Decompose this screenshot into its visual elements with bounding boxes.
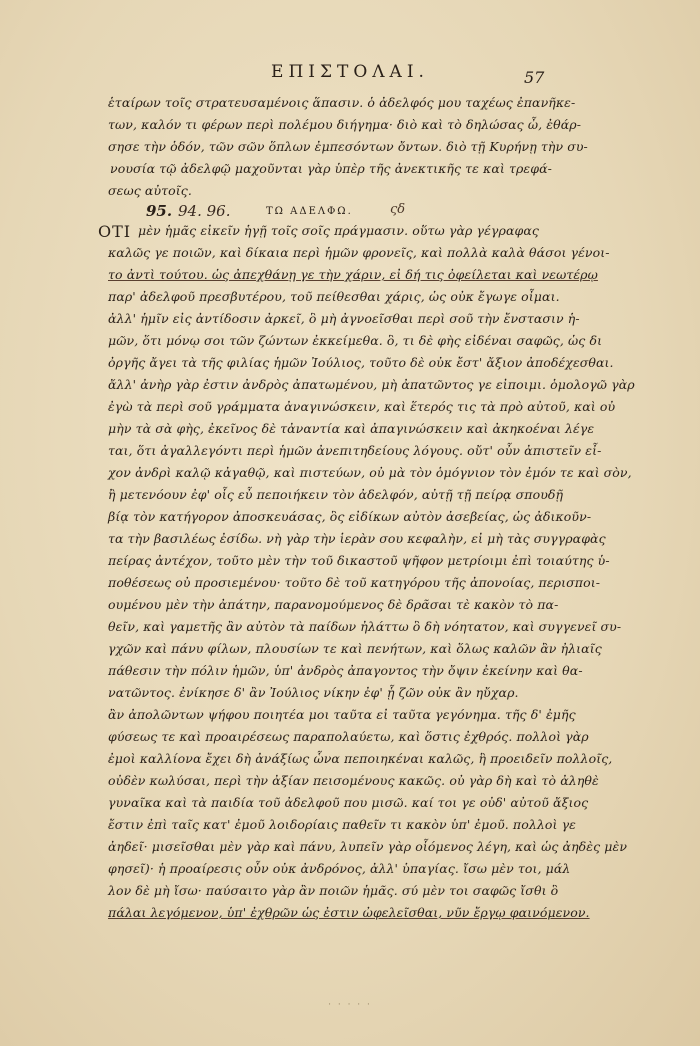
text-line: οὐδὲν κωλύσαι, περὶ τὴν ἀξίαν πεισομένους κακῶς. οὐ γὰρ δὴ καὶ τὸ ἀληθὲ [108, 773, 599, 788]
text-line: ποθέσεως οὐ προσιεμένου· τοῦτο δὲ τοῦ κατηγόρου τῆς ἀπονοίας, περισποι- [108, 575, 601, 590]
text-line: πάλαι λεγόμενον, ὑπ' ἐχθρῶν ὡς ἐστιν ὠφελεῖσθαι, νῦν ἔργῳ φαινόμενον. [108, 905, 590, 920]
text-line: ὀργῆς ἄγει τὰ τῆς φιλίας ἡμῶν Ἰούλιος, τοῦτο δὲ οὐκ ἔστ' ἄξιον ἀποδέχεσθαι. [108, 355, 614, 370]
previous-letter-ending [108, 92, 588, 202]
text-line: ἄλλ' ἀνὴρ γὰρ ἐστιν ἀνδρὸς ἀπατωμένου, μὴ ἀπατῶντος γε εἰποιμι. ὁμολογῶ γὰρ [108, 377, 635, 392]
text-line: παρ' ἀδελφοῦ πρεσβυτέρου, τοῦ πείθεσθαι χάρις, ὡς οὐκ ἔγωγε οἶμαι. [108, 289, 560, 304]
text-line: τα τὴν βασιλέως ἐσίδω. νὴ γὰρ τὴν ἱερὰν σου κεφαλὴν, εἰ μὴ τὰς συγγραφὰς [108, 531, 606, 546]
letter-title: ΤΩ ΑΔΕΛΦΩ. [266, 206, 353, 217]
text-line: θεῖν, καὶ γαμετῆς ἂν αὐτὸν τὰ παίδων ἠλάττω ὃ δὴ νόητατον, καὶ συγγενεῖ συ- [108, 619, 622, 634]
text-line: ἔστιν ἐπὶ ταῖς κατ' ἐμοῦ λοιδορίαις παθεῖν τι κακὸν ὑπ' ἐμοῦ. πολλοὶ γε [108, 817, 576, 832]
text-line: πάθεσιν τὴν πόλιν ἡμῶν, ὑπ' ἀνδρὸς ἀπαγοντος τὴν ὄψιν ἐκείνην καὶ θα- [108, 663, 583, 678]
text-line: σησε τὴν ὁδόν, τῶν σῶν ὅπλων ἐμπεσόντων ὄντων. διὸ τῇ Κυρήνῃ τὴν συ- [108, 139, 588, 154]
text-line: χον ἀνδρὶ καλῷ κἀγαθῷ, καὶ πιστεύων, οὐ μὰ τὸν ὁμόγνιον τὸν ἐμόν τε καὶ σὸν, [108, 465, 632, 480]
text-line: ται, ὅτι ἀγαλλεγόντι περὶ ἡμῶν ἀνεπιτηδείους λόγους. οὔτ' οὖν ἀπιστεῖν εἶ- [108, 443, 602, 458]
text-line: πείρας ἀντέχον, τοῦτο μὲν τὴν τοῦ δικαστοῦ ψῆφον μετρίοιμι ἐπὶ τοιαύτης ὑ- [108, 553, 610, 568]
letter-body-first [138, 220, 550, 242]
text-line: ἀηδεῖ· μισεῖσθαι μὲν γὰρ καὶ πάνυ, λυπεῖν γὰρ οἷόμενος λέγη, καὶ ὡς ἀηδὲς μὲν [108, 839, 628, 854]
text-line: ἑταίρων τοῖς στρατευσαμένοις ἅπασιν. ὁ ἀδελφός μου ταχέως ἐπανῆκε- [108, 95, 576, 110]
letter-body [108, 242, 635, 924]
text-line: το ἀντὶ τούτου. ὡς ἀπεχθάνῃ γε τὴν χάριν, εἰ δή τις ὀφείλεται καὶ νεωτέρῳ [108, 267, 598, 282]
letter-number: 95. [146, 202, 173, 220]
initial-word: ΟΤΙ [98, 222, 132, 241]
text-line: καλῶς γε ποιῶν, καὶ δίκαια περὶ ἡμῶν φρονεῖς, καὶ πολλὰ καλὰ θάσοι γένοι- [108, 245, 610, 260]
text-line: ἢ μετενόουν ἐφ' οἷς εὖ πεποιήκειν τὸν ἀδελφόν, αὐτῇ τῇ πείρᾳ σπουδῇ [108, 487, 564, 502]
letter-number-annotation: 94. 96. [178, 202, 231, 220]
text-line: σεως αὐτοῖς. [108, 183, 192, 198]
text-line: φησεῖ)· ἡ προαίρεσις οὖν οὐκ ἀνδρόνος, ἀλλ' ὑπαγίας. ἴσω μὲν τοι, μάλ [108, 861, 571, 876]
text-line: γχῶν καὶ πάνυ φίλων, πλουσίων τε καὶ πενήτων, καὶ ὅλως καλῶν ἂν ἠλιαῖς [108, 641, 602, 656]
manuscript-mark: ςδ [390, 202, 406, 217]
text-line: μὴν τὰ σὰ φὴς, ἐκεῖνος δὲ τἀναντία καὶ ἀπαγινώσκειν καὶ ἀκηκοέναι λέγε [108, 421, 595, 436]
text-line: ἂν ἀπολῶντων ψήφου ποιητέα μοι ταῦτα εἰ ταῦτα γεγόνημα. τῆς δ' ἐμῆς [108, 707, 576, 722]
text-line: των, καλόν τι φέρων περὶ πολέμου διήγημα· διὸ καὶ τὸ δηλώσας ὦ, ἐθάρ- [108, 117, 582, 132]
text-line: φύσεως τε καὶ προαιρέσεως παραπολαύετω, καὶ ὅστις ἐχθρός. πολλοὶ γὰρ [108, 729, 589, 744]
running-title: ΕΠΙΣΤΟΛΑΙ. [271, 62, 429, 82]
text-line: νατῶντος. ἐνίκησε δ' ἂν Ἰούλιος νίκην ἐφ' ᾗ ζῶν οὐκ ἂν ηὔχαρ. [108, 685, 519, 700]
text-line: λον δὲ μὴ ἴσω· παύσαιτο γὰρ ἂν ποιῶν ἡμᾶς. σύ μὲν τοι σαφῶς ἴσθι ὃ [108, 883, 559, 898]
text-line: μῶν, ὅτι μόνῳ σοι τῶν ζώντων ἐκκείμεθα. ὃ, τι δὲ φὴς εἰδέναι σαφῶς, ὡς δι [108, 333, 603, 348]
signature-mark: · · · · · [328, 1000, 372, 1010]
text-line: ἐμοὶ καλλίονα ἔχει δὴ ἀνάξίως ὧνα πεποιηκέναι καλῶς, ἣ προειδεῖν πολλοῖς, [108, 751, 613, 766]
text-line: ουμένου μὲν τὴν ἀπάτην, παρανομούμενος δὲ δρᾶσαι τὲ κακὸν τὸ πα- [108, 597, 559, 612]
text-line: γυναῖκα καὶ τὰ παιδία τοῦ ἀδελφοῦ που μισῶ. καί τοι γε οὐδ' αὐτοῦ ἄξιος [108, 795, 589, 810]
text-line: ἀλλ' ἡμῖν εἰς ἀντίδοσιν ἀρκεῖ, ὃ μὴ ἀγνοεῖσθαι περὶ σοῦ τὴν ἔνστασιν ἡ- [108, 311, 580, 326]
text-line: μὲν ἡμᾶς εἰκεῖν ἡγῇ τοῖς σοῖς πράγμασιν. οὕτω γὰρ γέγραφας [138, 223, 539, 238]
text-line: βίᾳ τὸν κατήγορον ἀποσκευάσας, ὃς εἰδίκων αὐτὸν ἀσεβείας, ὡς ἀδικοῦν- [108, 509, 592, 524]
text-line: ἐγὼ τὰ περὶ σοῦ γράμματα ἀναγινώσκειν, καὶ ἕτερός τις τὰ πρὸ αὐτοῦ, καὶ οὐ [108, 399, 616, 414]
page-number: 57 [524, 68, 545, 87]
text-line: νουσία τῷ ἀδελφῷ μαχοῦνται γὰρ ὑπὲρ τῆς ἀνεκτικῆς τε καὶ τρεφά- [110, 161, 552, 176]
